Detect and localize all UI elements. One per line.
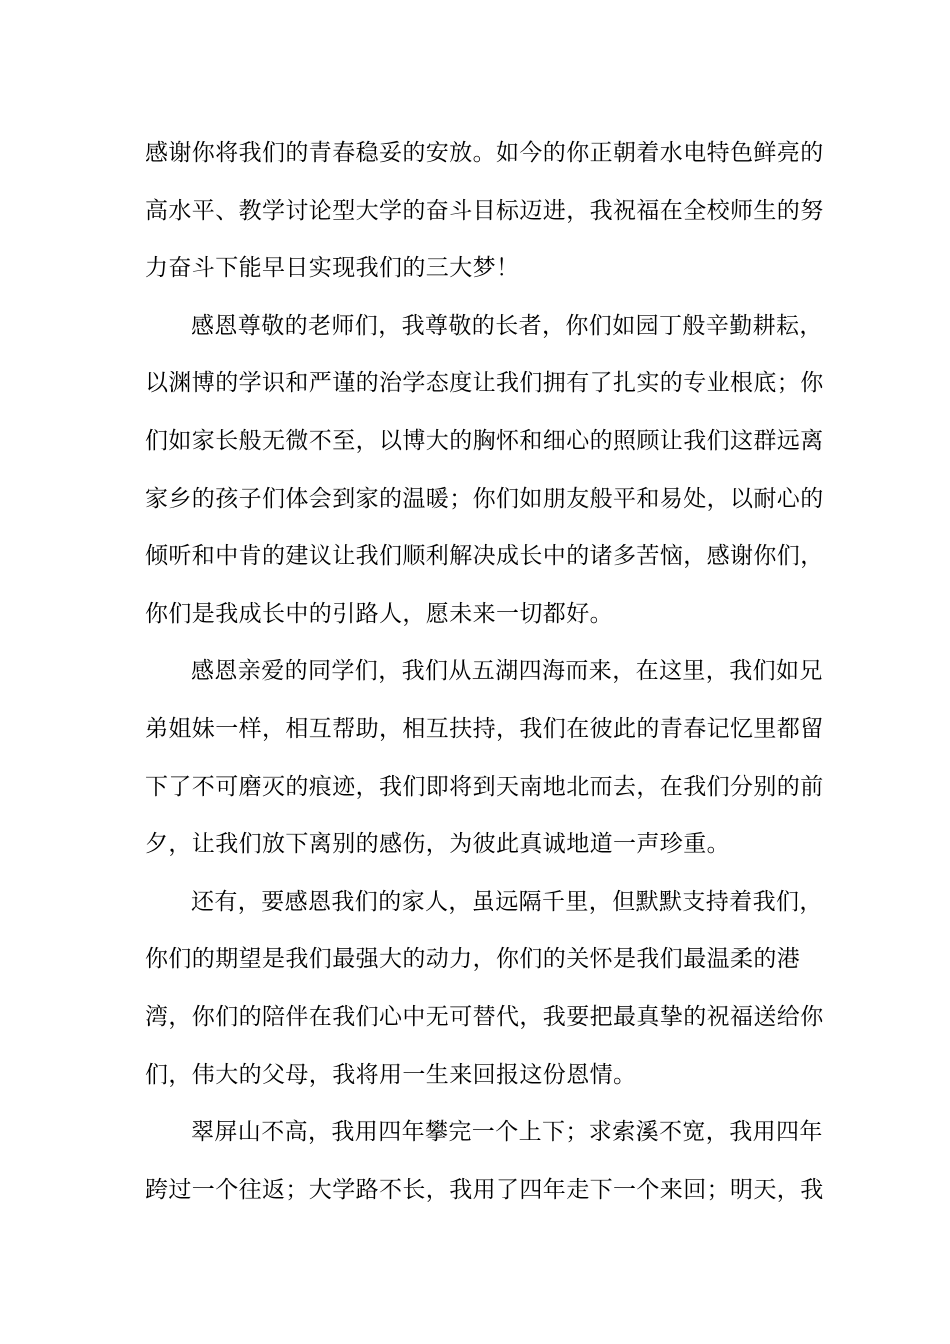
paragraph-classmates: 感恩亲爱的同学们，我们从五湖四海而来，在这里，我们如兄弟姐妹一样，相互帮助，相互扶持，我们在彼此的青春记忆里都留下了不可磨灭的痕迹，我们即将到天南地北而去，在我们分别的前夕，让我们放下离别的感伤，为彼此真诚地道一声珍重。 — [145, 658, 824, 858]
paragraph-family: 还有，要感恩我们的家人，虽远隔千里，但默默支持着我们，你们的期望是我们最强大的动力，你们的关怀是我们最温柔的港湾，你们的陪伴在我们心中无可替代，我要把最真挚的祝福送给你们，伟大的父母，我将用一生来回报这份恩情。 — [145, 888, 824, 1088]
paragraph-teachers: 感恩尊敬的老师们，我尊敬的长者，你们如园丁般辛勤耕耘，以渊博的学识和严谨的治学态度让我们拥有了扎实的专业根底；你们如家长般无微不至，以博大的胸怀和细心的照顾让我们这群远离家乡的孩子们体会到家的温暖；你们如朋友般平和易处，以耐心的倾听和中肯的建议让我们顺利解决成长中的诸多苦恼，感谢你们，你们是我成长中的引路人，愿未来一切都好。 — [145, 312, 824, 627]
paragraph-closing: 翠屏山不高，我用四年攀完一个上下；求索溪不宽，我用四年跨过一个往返；大学路不长，我用了四年走下一个来回；明天，我 — [145, 1119, 824, 1203]
paragraph-continuation: 感谢你将我们的青春稳妥的安放。如今的你正朝着水电特色鲜亮的高水平、教学讨论型大学的奋斗目标迈进，我祝福在全校师生的努力奋斗下能早日实现我们的三大梦！ — [145, 140, 824, 282]
document-body — [145, 125, 825, 1219]
